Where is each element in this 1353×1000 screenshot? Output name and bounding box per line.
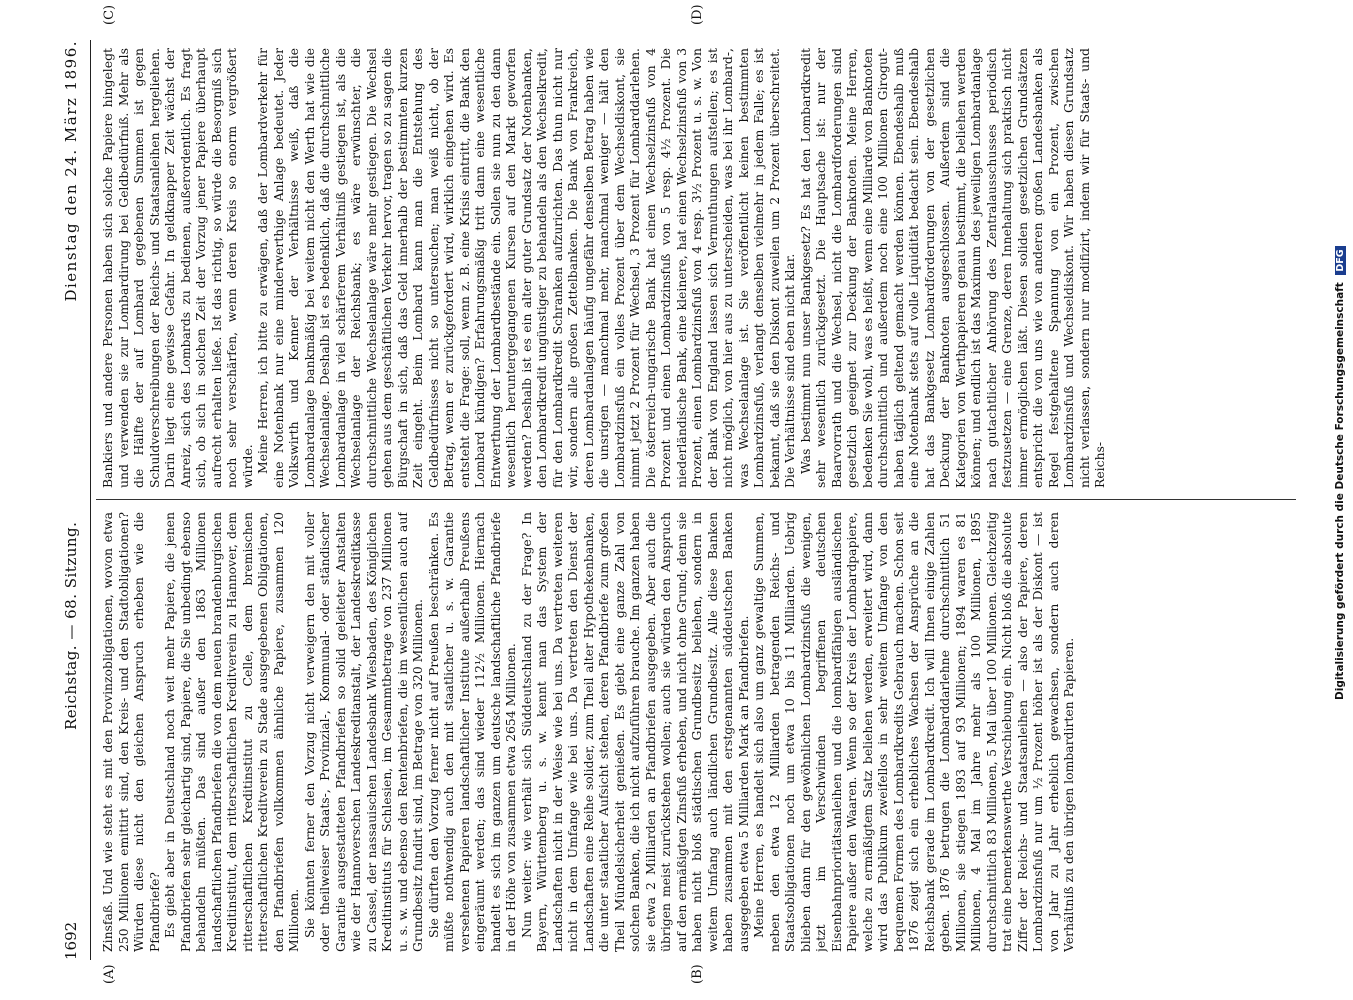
paragraph: Meine Herren, es handelt sich also um ganz gewaltige Summen, neben den etwa 12 Milliarden betragenden Reichs- und Staatsobligationen noch um etwa 10 bis 11 Milliarden. Uebrig blieben dann für den gewöhnlichen Lombardzinsfuß die wenigen, jetzt im Verschwinden begriffenen deutschen Eisenbahnprioritätsanleihen und die lombardfähigen ausländischen Papiere außer den Waaren. Wenn so der Kreis der Lombardpapiere, welche zu ermäßigtem Satz beliehen werden, erweitert wird, dann wird das Publikum zweifellos in sehr weitem Umfange von den bequemen Formen des Lombardkredits Gebrauch machen. Schon seit 1876 zeigt sich ein erhebliches Wachsen der Ansprüche an die Reichsbank gerade im Lombardkredit. Ich will Ihnen einige Zahlen geben. 1876 betrugen die Lombarddarlehne durchschnittlich 51 Millionen, sie stiegen 1893 auf 93 Millionen; 1894 waren es 81 Millionen, 4 Mal im Jahre mehr als 100 Millionen, 1895 durchschnittlich 83 Millionen, 5 Mal über 100 Millionen. Gleichzeitig trat eine bemerkenswerthe Verschiebung ein. Nicht bloß die absolute Ziffer der Reichs- und Staatsanleihen — also der Papiere, deren Lombardzinsfuß nur um ½ Prozent höher ist als der Diskont — ist von Jahr zu Jahr erheblich gewachsen, sondern auch deren Verhältniß zu den übrigen lombardirten Papieren. (751, 512, 1076, 952)
dfg-logo: DFG (1335, 246, 1346, 274)
running-title: Reichstag. — 68. Sitzung. (62, 521, 80, 730)
margin-letter-d: (D) (690, 4, 705, 25)
page-number: 1692 (62, 921, 80, 960)
right-column (100, 48, 1290, 488)
digitization-credit (1334, 10, 1348, 700)
paragraph: Was bestimmt nun unser Bankgesetz? Es hat den Lombardkredit sehr wesentlich zurückgesetzt. Die Hauptsache ist: nur der Baarvorrath und die Wechsel, nicht die Lombardforderungen sind gesetzlich geeignet zur Deckung der Banknoten. Meine Herren, bedenken Sie wohl, was es heißt, wenn eine Milliarde von Banknoten durchschnittlich und außerdem noch eine 100 Millionen Giroguthaben täglich geltend gemacht werden können. Ebendeshalb muß eine Notenbank stets auf volle Liquidität bedacht sein. Ebendeshalb hat das Bankgesetz Lombardforderungen von der gesetzlichen Deckung der Banknoten ausgeschlossen. Außerdem sind die Kategorien von Werthpapieren genau bestimmt, die beliehen werden können; und endlich ist das Maximum des jeweiligen Lombardanlage nach gutachtlicher Anhörung des Zentralausschusses periodisch festzusetzen — eine Grenze, deren Innehaltung sich praktisch nicht immer ermöglichen läßt. Diesen soliden gesetzlichen Grundsätzen entspricht die von uns wie von anderen großen Landesbanken als Regel festgehaltene Spannung von ein Prozent, zwischen Lombardzinsfuß und Wechseldiskont. Wir haben diesen Grundsatz nicht verlassen, sondern nur modifizirt, indem wir für Staats- und Reichs- (797, 48, 1107, 488)
header-rule (90, 40, 91, 960)
margin-letter-c: (C) (102, 4, 117, 25)
paragraph: Zinsfaß. Und wie steht es mit den Provinzobligationen, wovon etwa 250 Millionen emittirt sind, den Kreis- und den Stadtobligationen? Würden diese nicht den gleichen Anspruch erheben wie die Pfandbriefe? (100, 512, 162, 952)
margin-letter-b: (B) (690, 964, 705, 984)
paragraph: Sie dürften den Vorzug ferner nicht auf Preußen beschränken. Es müßte nothwendig auch den mit staatlicher u. s. w. Garantie versehenen Papieren landschaftlicher Institute außerhalb Preußens eingeräumt werden; das sind wieder 112½ Millionen. Hiernach handelt es sich im ganzen um deutsche landschaftliche Pfandbriefe in der Höhe von zusammen etwa 2654 Millionen. (425, 512, 518, 952)
page-header (60, 40, 86, 960)
paragraph: Bankiers und andere Personen haben sich solche Papiere hingelegt und verwenden sie zur Lombardirung bei Geldbedürfniß. Mehr als die Hälfte der auf Lombard gegebenen Summen ist gegen Schuldverschreibungen der Reichs- und Staatsanleihen hergeliehen. Darin liegt eine gewisse Gefahr. In geldknapper Zeit wächst der Anreiz, sich des Lombards zu bedienen, außerordentlich. Es fragt sich, ob sich in solchen Zeit der Vorzug jener Papiere überhaupt aufrecht erhalten ließe. Ist das richtig, so würde die Besorgniß sich noch sehr verschärfen, wenn deren Kreis so enorm vergrößert würde. (100, 48, 255, 488)
paragraph: Meine Herren, ich bitte zu erwägen, daß der Lombardverkehr für eine Notenbank nur eine minderwerthige Anlage bedeutet. Jeder Volkswirth und Kenner der Verhältnisse weiß, daß die Lombardanlage bankmäßig bei weitem nicht den Werth hat wie die Wechselanlage. Deshalb ist es bedenklich, daß die durchschnittliche Lombardanlage in viel schärferem Verhältniß gestiegen ist, als die Wechselanlage der Reichsbank; es wäre erwünschter, die durchschnittliche Wechselanlage wäre mehr gestiegen. Die Wechsel gehen aus dem geschäftlichen Verkehr hervor, tragen so zu sagen die Bürgschaft in sich, daß das Geld innerhalb der bestimmten kurzen Zeit eingeht. Beim Lombard kann man die Entstehung des Geldbedürfnisses nicht so untersuchen; man weiß nicht, ob der Betrag, wenn er zurückgefordert wird, wirklich eingehen wird. Es entsteht die Frage: soll, wenn z. B. eine Krisis eintritt, die Bank den Lombard kündigen? Erfahrungsmäßig tritt dann eine wesentliche Entwerthung der Lombardbestände ein. Sollen sie nun zu den dann wesentlich heruntergegangenen Kursen auf den Markt geworfen werden? Deshalb ist es ein alter guter Grundsatz der Notenbanken, den Lombardkredit ungünstiger zu behandeln als den Wechselkredit, für den Lombardkredit Schranken aufzurichten. Das thun nicht nur wir, sondern alle großen Zettelbanken. Die Bank von Frankreich, deren Lombardanlagen häufig ungefähr denselben Betrag haben wie die unsrigen — manchmal mehr, manchmal weniger — hält den Lombardzinsfuß ein volles Prozent über dem Wechseldiskont, sie nimmt jetzt 2 Prozent für Wechsel, 3 Prozent für Lombarddarlehen. Die österreich-ungarische Bank hat einen Wechselzinsfuß von 4 Prozent und einen Lombardzinsfuß von 5 resp. 4½ Prozent. Die niederländische Bank, eine kleinere, hat einen Wechselzinsfuß von 3 Prozent, einen Lombardzinsfuß von 4 resp. 3½ Prozent u. s. w. Von der Bank von England lassen sich Vermuthungen aufstellen; es ist nicht möglich, von hier aus zu unterscheiden, was bei ihr Lombard-, was Wechselanlage ist. Sie veröffentlicht keinen bestimmten Lombardzinsfuß, verlangt denselben vielmehr in jedem Falle; es ist bekannt, daß sie den Diskont zuweilen um 2 Prozent überschreitet. Die Verhältnisse sind eben nicht klar. (255, 48, 797, 488)
credit-text: Digitalisierung gefördert durch die Deutsche Forschungsgemeinschaft (1334, 282, 1346, 700)
paragraph: Es giebt aber in Deutschland noch weit mehr Papiere, die jenen Pfandbriefen sehr gleichartig sind, Papiere, die Sie unbedingt ebenso behandeln müßten. Das sind außer den 1863 Millionen landschaftlichen Pfandbriefen die von dem neuen brandenburgischen Kreditinstitut, dem ritterschaftlichen Kreditverein zu Hannover, dem ritterschaftlichen Kreditinstitut zu Celle, dem bremischen ritterschaftlichen Kreditverein zu Stade ausgegebenen Obligationen, den Pfandbriefen vollkommen ähnliche Papiere, zusammen 120 Millionen. (162, 512, 301, 952)
margin-letter-a: (A) (102, 964, 117, 984)
paragraph: Sie könnten ferner den Vorzug nicht verweigern den mit voller oder theilweiser Staats-, Provinzial-, Kommunal- oder ständischer Garantie ausgestatteten Pfandbriefen so solid geleiteter Anstalten wie der Hannoverschen Landeskreditanstalt, der Landeskreditkasse zu Cassel, der nassauischen Landesbank Wiesbaden, des Königlichen Kreditinstituts für Schlesien, im Gesammtbetrage von 237 Millionen u. s. w. und ebenso den Rentenbriefen, die im wesentlichen auch auf Grundbesitz fundirt sind, im Betrage von 320 Millionen. (301, 512, 425, 952)
session-date: Dienstag den 24. März 1896. (62, 40, 80, 302)
paragraph: Nun weiter: wie verhält sich Süddeutschland zu der Frage? In Bayern, Württemberg u. s. w. kennt man das System der Landschaften nicht in der Weise wie bei uns. Da vertreten weiteren nicht in dem Umfange wie bei uns. Da vertreten den Dienst der Landschaften eine Reihe solider, zum Theil alter Hypothekenbanken, die unter staatlicher Aufsicht stehen, deren Pfandbriefe zum großen Theil Mündelsicherheit genießen. Es giebt eine ganze Zahl von solchen Banken, die ich nicht aufzuführen brauche. Im ganzen haben sie etwa 2 Milliarden an Pfandbriefen ausgegeben. Aber auch die übrigen meist zurückstehen wollen; auch sie würden den Anspruch auf den ermäßigten Zinsfuß erheben, und nicht ohne Grund; denn sie haben nicht bloß städtischen Grundbesitz beliehen, sondern in weitem Umfang auch ländlichen Grundbesitz. Alle diese Banken haben zusammen mit den erstgenannten süddeutschen Banken ausgegeben etwa 5 Milliarden Mark an Pfandbriefen. (518, 512, 751, 952)
left-column (100, 512, 1290, 952)
column-divider (96, 499, 1296, 500)
